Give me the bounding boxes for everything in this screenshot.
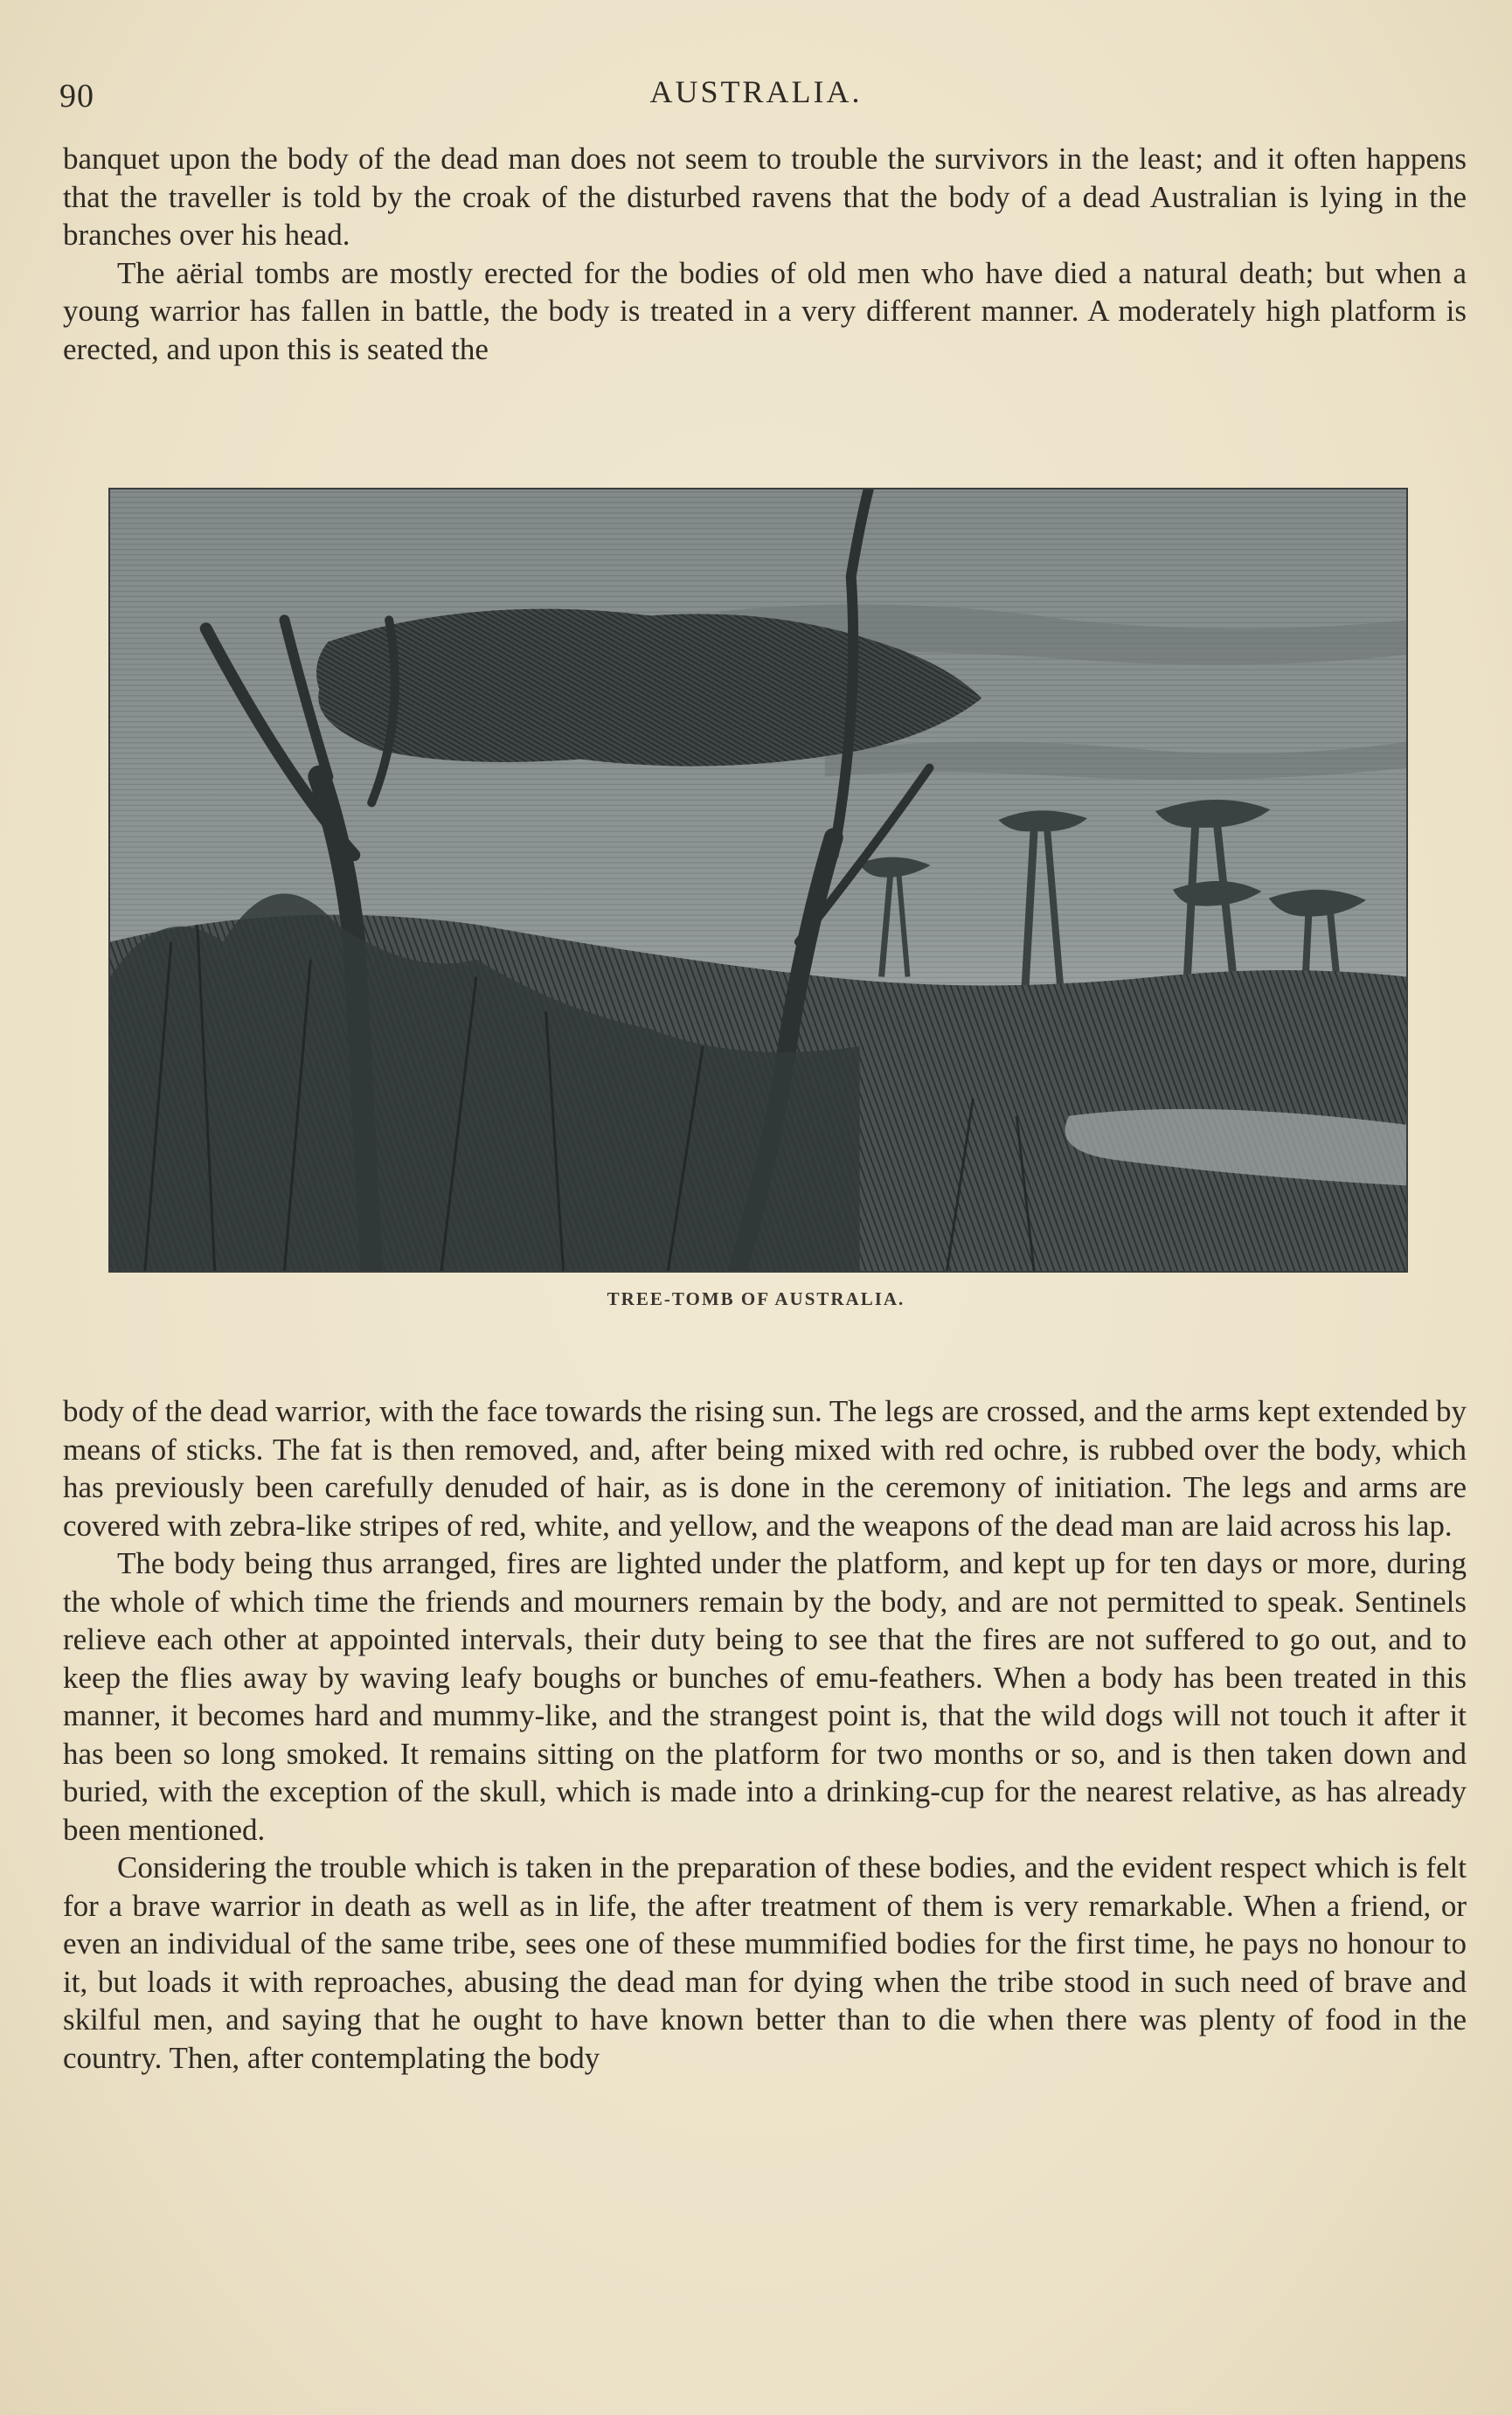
paragraph: The body being thus arranged, fires are lighted under the platform, and kept up for ten days or more, during the whole of which time the friends and mourners remain by the body, and are not permitted to speak. Sentinels relieve each other at appointed intervals, their duty being to see that the fires are not suffered to go out, and to keep the flies away by waving leafy boughs or bunches of emu-feathers. When a body has been treated in this manner, it becomes hard and mummy-like, and the strangest point is, that the wild dogs will not touch it after it has been so long smoked. It remains sitting on the platform for two months or so, and is then taken down and buried, with the exception of the skull, which is made into a drinking-cup for the nearest relative, as has already been mentioned. [63,1546,1467,1847]
figure-caption: TREE-TOMB OF AUSTRALIA. [607,1288,905,1309]
text-block-top [63,140,1467,368]
paragraph: The aërial tombs are mostly erected for the bodies of old men who have died a natural death; but when a young warrior has fallen in battle, the body is treated in a very different manner. A moderately high platform is erected, and upon this is seated the [63,255,1467,366]
engraving-tree-tomb [108,488,1408,1273]
paragraph: Considering the trouble which is taken in the preparation of these bodies, and the evident respect which is felt for a brave warrior in death as well as in life, the after treatment of them is very remarkable. When a friend, or even an individual of the same tribe, sees one of these mummified bodies for the first time, he pays no honour to it, but loads it with reproaches, abusing the dead man for dying when the tribe stood in such need of brave and skilful men, and saying that he ought to have known better than to die when there was plenty of food in the country. Then, after contemplating the body [63,1850,1467,2075]
paragraph: banquet upon the body of the dead man does not seem to trouble the survivors in the least; and it often happens that the traveller is told by the croak of the disturbed ravens that the body of a dead Australian is lying in the branches over his head. [63,142,1467,252]
text-block-bottom [63,1392,1467,2077]
running-title: AUSTRALIA. [649,74,863,109]
engraving-illustration [110,489,1406,1271]
page-number: 90 [59,78,94,115]
paragraph: body of the dead warrior, with the face towards the rising sun. The legs are crossed, and the arms kept extended by means of sticks. The fat is then removed, and, after being mixed with red ochre, is rubbed over the body, which has previously been carefully denuded of hair, as is done in the ceremony of initiation. The legs and arms are covered with zebra-like stripes of red, white, and yellow, and the weapons of the dead man are laid across his lap. [63,1394,1467,1543]
